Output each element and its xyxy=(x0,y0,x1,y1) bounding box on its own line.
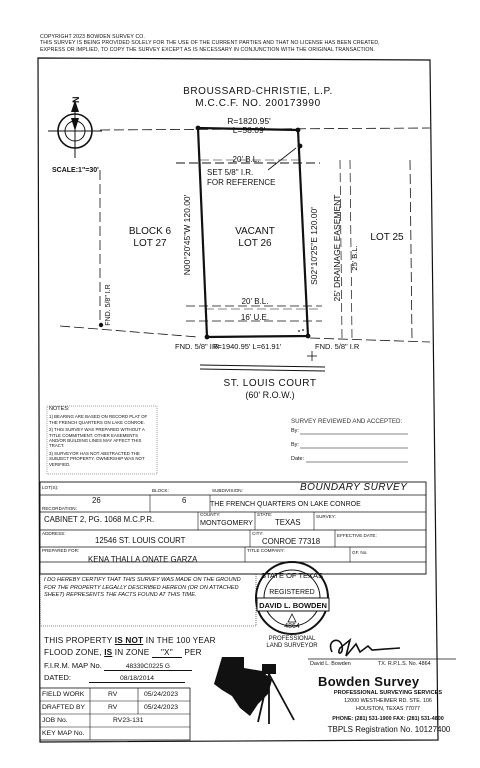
notice-line-1: THIS SURVEY IS BEING PROVIDED SOLELY FOR THE USE OF THE CURRENT PARTIES AND THAT NO LICENSE HAS BEEN CREATED, xyxy=(40,40,380,47)
city-value: CONROE 77318 xyxy=(262,537,321,546)
gf-label: GF. No. xyxy=(352,550,368,555)
block-label: BLOCK: xyxy=(152,488,169,493)
notes-block xyxy=(49,407,155,467)
flood-per-text: PER xyxy=(181,648,202,657)
job-date-field-work: 05/24/2023 xyxy=(144,691,179,698)
company-city: HOUSTON, TEXAS 77077 xyxy=(356,706,420,712)
tbpls-registration: TBPLS Registration No. 10127400 xyxy=(327,725,451,734)
found-rod-bottom-right: FND. 5/8" I.R xyxy=(315,342,360,351)
set-rod-label-2: FOR REFERENCE xyxy=(207,178,276,187)
seal-registered: REGISTERED xyxy=(269,589,315,596)
job-number-value: RV23-131 xyxy=(113,717,144,724)
county-value: MONTGOMERY xyxy=(200,518,253,527)
utility-easement-label: 16' U.E. xyxy=(240,313,270,322)
top-curve-radius: R=1820.95' xyxy=(227,116,271,126)
title-company-label: TITLE COMPANY: xyxy=(247,548,285,553)
rpls-number: TX. R.P.L.S. No. 4864 xyxy=(378,661,431,667)
acceptance-by-2: By: xyxy=(291,442,299,448)
note-2: 2) THIS SURVEY WAS PREPARED WITHOUT A TITLE COMMITMENT. OTHER EASEMENTS AND/OR BUILDING LINES MAY AFFECT THIS TRACT. xyxy=(49,427,145,449)
effective-date-label: EFFECTIVE DATE: xyxy=(337,533,377,538)
dated-line xyxy=(44,673,185,683)
job-date-drafted-by: 05/24/2023 xyxy=(144,704,179,711)
found-rod-left: FND. 5/8" I.R xyxy=(105,284,112,326)
flood-text-a: THIS PROPERTY xyxy=(44,636,115,645)
company-phone: PHONE: (281) 531-1900 FAX: (281) 531-4800 xyxy=(332,716,444,722)
state-label: STATE: xyxy=(257,512,273,517)
lot-25-label: LOT 25 xyxy=(370,232,404,243)
county-label: COUNTY: xyxy=(200,512,221,517)
lot-label: LOT(S): xyxy=(42,485,59,490)
top-building-line: 20' B.L. xyxy=(232,155,260,164)
surveyor-signature xyxy=(331,640,400,656)
acceptance-title: SURVEY REVIEWED AND ACCEPTED: xyxy=(291,418,403,425)
firm-value: 48339C0225 G xyxy=(104,663,192,671)
flood-line-2 xyxy=(44,648,202,658)
seal-name: DAVID L. BOWDEN xyxy=(259,601,327,610)
dated-value: 08/18/2014 xyxy=(89,675,185,683)
company-street: 12000 WESTHEIMER RD. STE. 106 xyxy=(344,698,432,704)
recordation-label: RECORDATION: xyxy=(42,506,77,511)
firm-label: F.I.R.M. MAP No. xyxy=(44,661,102,670)
notice-line-2: EXPRESS OR IMPLIED, TO COPY THE SURVEY EXCEPT AS IS NECESSARY IN CONJUNCTION WITH THE ORIGINAL TRANSACTION. xyxy=(40,46,375,53)
state-value: TEXAS xyxy=(275,518,301,527)
east-line-bearing: S02°10'25"E 120.00' xyxy=(309,207,319,285)
firm-line xyxy=(44,661,192,671)
seal-professional: PROFESSIONAL xyxy=(268,636,316,642)
city-label: CITY: xyxy=(252,531,264,536)
job-label-key-map: KEY MAP No. xyxy=(42,730,85,737)
subdivision-value: THE FRENCH QUARTERS ON LAKE CONROE xyxy=(210,501,361,508)
address-label: ADDRESS: xyxy=(42,531,66,536)
adjoining-owner-ref: M.C.C.F. NO. 200173990 xyxy=(195,98,321,109)
company-name: Bowden Survey xyxy=(318,674,420,689)
copyright-line: COPYRIGHT 2023 BOWDEN SURVEY CO. xyxy=(40,34,145,40)
prepared-for-value: KENA THALLA ONATE GARZA xyxy=(88,555,198,564)
prepared-for-label: PREPARED FOR: xyxy=(42,548,80,553)
acceptance-by-1: By: xyxy=(291,428,299,434)
dated-label: DATED: xyxy=(44,673,71,682)
set-rod-label: SET 5/8" I.R. xyxy=(207,168,254,177)
found-rod-bottom-left: FND. 5/8" I.R xyxy=(175,342,220,351)
scale-label: SCALE:1"=30' xyxy=(52,167,99,174)
acceptance-date: Date: xyxy=(291,456,305,462)
top-curve-length: L=58.09' xyxy=(232,125,266,135)
boundary-survey-title: BOUNDARY SURVEY xyxy=(300,482,408,493)
texas-tripod-logo-icon xyxy=(214,657,294,724)
notes-title: NOTES: xyxy=(49,406,70,412)
street-name: ST. LOUIS COURT xyxy=(223,378,317,389)
job-label-job-no: JOB No. xyxy=(42,717,68,724)
north-label: N xyxy=(71,96,81,103)
flood-is-marker: IS xyxy=(104,648,113,657)
flood-not-marker: IS NOT xyxy=(114,636,144,645)
drainage-easement-label: 25' DRAINAGE EASEMENT xyxy=(332,194,342,302)
company-services: PROFESSIONAL SURVEYING SERVICES xyxy=(333,690,443,696)
seal-state: STATE OF TEXAS xyxy=(260,571,324,580)
north-arrow-icon xyxy=(48,100,102,158)
bottom-curve-label: R=1940.95' L=61.91' xyxy=(212,342,282,351)
west-line-bearing: N00°20'45"W 120.00' xyxy=(182,194,192,276)
vacant-label: VACANT xyxy=(235,226,275,237)
side-building-line: 25' B.L. xyxy=(350,245,359,271)
lot-value: 26 xyxy=(92,496,101,505)
lot-26-label: LOT 26 xyxy=(238,238,272,249)
flood-text-c: IN THE 100 YEAR xyxy=(143,636,216,645)
lot-27-label: LOT 27 xyxy=(133,238,167,249)
seal-land-surveyor: LAND SURVEYOR xyxy=(266,643,318,649)
job-by-field-work: RV xyxy=(108,691,118,698)
right-of-way: (60' R.O.W.) xyxy=(245,390,295,400)
block-6-label: BLOCK 6 xyxy=(128,226,172,237)
certification-text: I DO HEREBY CERTIFY THAT THIS SURVEY WAS MADE ON THE GROUND FOR THE PROPERTY LEGALLY DESCRIBED HEREON (OR ON ATTACHED SHEET) REPRESENTS THE FACTS FOUND AT THIS TIME. xyxy=(44,577,241,599)
flood-zone-value: "X" xyxy=(152,648,182,658)
flood-in-zone-text: IN ZONE xyxy=(112,648,152,657)
address-value: 12546 ST. LOUIS COURT xyxy=(95,536,186,545)
job-label-field-work: FIELD WORK xyxy=(42,691,85,698)
subdivision-label: SUBDIVISION: xyxy=(212,488,243,493)
job-by-drafted-by: RV xyxy=(108,704,118,711)
job-label-drafted-by: DRAFTED BY xyxy=(42,704,86,711)
flood-line-1 xyxy=(44,636,216,645)
flood-zone-text: FLOOD ZONE, xyxy=(44,648,105,657)
bottom-building-line: 20' B.L. xyxy=(241,297,269,306)
adjoining-owner: BROUSSARD-CHRISTIE, L.P. xyxy=(183,86,333,97)
seal-number: 4864 xyxy=(284,623,300,630)
surveyor-name: David L. Bowden xyxy=(310,661,351,667)
recordation-value: CABINET 2, PG. 1068 M.C.P.R. xyxy=(44,515,155,524)
block-value: 6 xyxy=(182,496,187,505)
survey-label: SURVEY: xyxy=(316,514,336,519)
note-3: 3) SURVEYOR HAS NOT ABSTRACTED THE SUBJECT PROPERTY. OWNERSHIP WAS NOT VERIFIED. xyxy=(49,450,145,467)
note-1: 1) BEARING ARE BASED ON RECORD PLAT OF THE FRENCH QUARTERS ON LAKE CONROE. xyxy=(49,414,148,425)
